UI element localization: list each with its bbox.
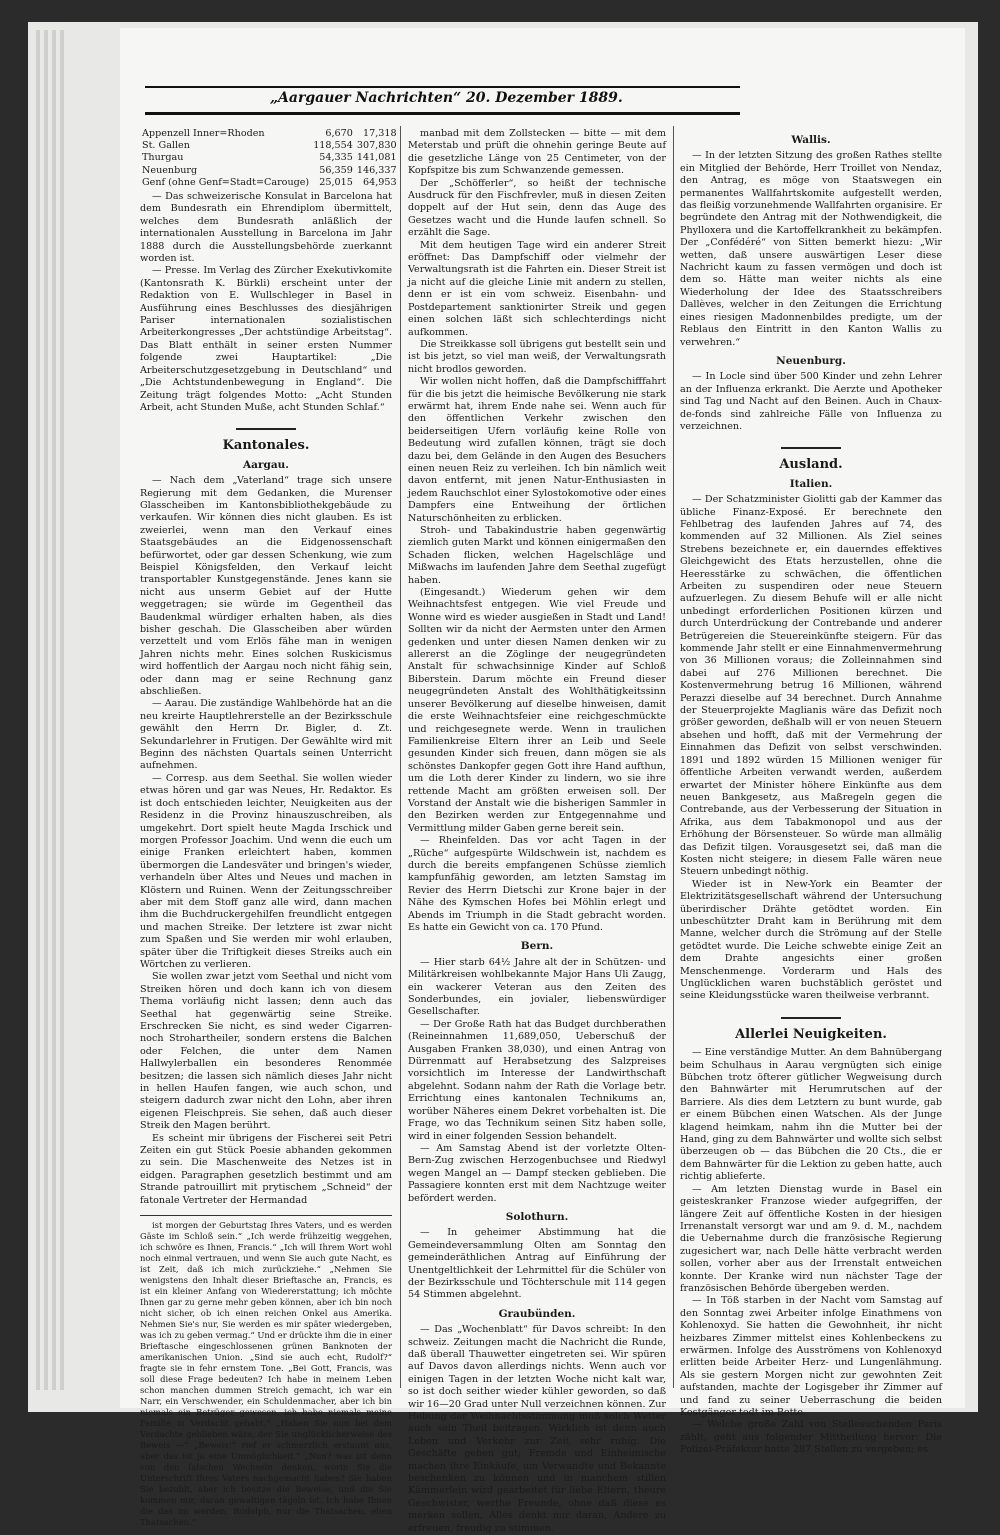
article-paragraph: — Rheinfelden. Das vor acht Tagen in der „Rüche“ aufgespürte Wildschwein ist, nachdem es durch die bereits empfangenen Schüsse ziemlich kampfunfähig geworden, am letzten Samstag im Revier des Herrn Dietschi zur Krone bajer in der Nähe des Kymschen Hofes bei Möhlin erlegt und Abends im Triumph in die Stadt gebracht worden. Es hatte ein Gewicht von ca. 170 Pfund. [408,835,666,933]
column-divider [400,126,401,1388]
article-paragraph: — In der letzten Sitzung des großen Rathes stellte ein Mitglied der Behörde, Herr Troillet von Nendaz, den Antrag, es möge von Staatswegen ein permanentes Wallfahrtskomite aufgestellt werden, das fleißig vorzunehmende Wallfahrten organisire. Er begründete den Antrag mit der Nothwendigkeit, die Phylloxera und die Kartoffelkrankheit zu bekämpfen. Der „Confédéré“ von Sitten bemerkt hiezu: „Wir wetten, daß unsere auswärtigen Leser diese Nachricht kaum zu fassen vermögen und doch ist dem so. Hätte man weiter nichts als eine Wiederholung der Idee des Staatsschreibers Dallèves, welcher in den Zeitungen die Errichtung eines riesigen Madonnenbildes predigte, um der Reblaus den Eintritt in den Kanton Wallis zu verwehren.“ [680,150,942,348]
article-paragraph: Stroh- und Tabakindustrie haben gegenwärtig ziemlich guten Markt und können einigermaßen den Schaden flicken, welchen Hagelschläge und Mißwachs im laufenden Jahre dem Seethal zugefügt haben. [408,525,666,586]
page-edge [44,30,48,1390]
subsection-heading: Bern. [520,940,554,953]
header-rule-bottom [145,112,740,115]
column-3 [680,128,942,1456]
table-row: Neuenburg 56,359 146,337 [142,164,397,176]
subsection-heading: Italien. [789,477,833,490]
article-paragraph: — Das „Wochenblatt“ für Davos schreibt: In den schweiz. Zeitungen macht die Nachricht die Runde, daß überall Thauwetter eingetreten sei. Wir spüren auf Davos davon allerdings nichts. Wenn auch vor einigen Tagen in der letzten Woche nicht kalt war, so ist doch seither wieder kühler geworden, so daß wir 16—20 Grad unter Null verzeichnen können. Zur Hebung der Weihnachtsstimmung muß solch Wetter auch sein Theil beitragen. Wirklich ist denn auch Leben und Verkehr zur Zeit sehr ruhig. Die Geschäfte gehen gut; Fremde und Einheimische machen ihre Einkäufe, um Verwandte und Bekannte beschenken zu können und in manchem stillen Kämmerlein wird gearbeitet für liebe Eltern, theure Geschwister, werthe Freunde, ohne daß diese es merken sollen, Alles denkt nur daran, Andere zu erfreuen, freudig zu stimmen. [408,1324,666,1534]
article-paragraph: Sie wollen zwar jetzt vom Seethal und nicht vom Streiken hören und doch kann ich von diesem Thema vorläufig nicht lassen; denn auch das Seethal hat gegenwärtig seine Streike. Erschrecken Sie nicht, es sind weder Cigarren- noch Strohartheiler, sondern erstens die Balchen oder Felchen, die unter dem Namen Hallwylerballen ein besonderes Renommée besitzen; die lassen sich nämlich dieses Jahr nicht in hellen Haufen fangen, wie auch schon, und steigern dadurch zwar nicht den Lohn, aber ihren eigenen Fleischpreis. Sie sehen, daß auch dieser Streik den Magen berührt. [140,971,392,1132]
article-paragraph: — Eine verständige Mutter. An dem Bahnübergang beim Schulhaus in Aarau vergnügten sich einige Bübchen trotz öfterer gütlicher Wegweisung durch den Bahnwärter mit Herumrutschen auf der Barriere. Als dies dem Letztern zu bunt wurde, gab er einem Bübchen einen Watschen. Als der Junge klagend heimkam, nahm ihn die Mutter bei der Hand, ging zu dem Bahnwärter und wollte sich selbst überzeugen ob — das Bübchen die 20 Cts., die er dem Bahnwärter für die Lektion zu geben hatte, auch richtig ablieferte. [680,1047,942,1183]
article-paragraph: Der „Schöfferler“, so heißt der technische Ausdruck für den Fischfrevler, muß in diesen Zeiten doppelt auf der Hut sein, denn das Auge des Gesetzes wacht und die Hunde laufen schnell. So erzählt die Sage. [408,177,666,239]
table-row: Genf (ohne Genf=Stadt=Carouge) 25,015 64,953 [142,176,397,188]
newspaper-page [120,28,965,1534]
subsection-heading: Aargau. [243,458,289,471]
page-edge [60,30,64,1390]
section-rule [781,447,841,449]
article-paragraph: (Eingesandt.) Wiederum gehen wir dem Weihnachtsfest entgegen. Wie viel Freude und Wonne wird es wieder ausgießen in Stadt und Land! Sollten wir da nicht der Aermsten unter den Armen gedenken und unter diesen Namen denken wir zu allererst an die Zöglinge der neugegründeten Anstalt für schwachsinnige Kinder auf Schloß Biberstein. Darum möchte ein Freund dieser neugegründeten Anstalt des Wohlthätigkeitssinn unserer Bevölkerung auf dieselbe hinweisen, damit die erste Weihnachtsfeier eine reichgeschmückte und reichgesegnete werde. Wenn in traulichen Familienkreise Eltern ihrer an Leib und Seele gesunden Kinder sich freuen, dann mögen sie als schönstes Dankopfer gegen Gott ihre Hand aufthun, um die Loth derer Kinder zu lindern, wo sie ihre rettende Macht am größten erweisen soll. Der Vorstand der Anstalt wie die bisherigen Sammler in den Bezirken werden zur Entgegennahme und Vermittlung milder Gaben gerne bereit sein. [408,587,666,834]
article-paragraph: — Welche große Zahl von Stellesuchenden Paris zählt, geht aus folgender Mittheilung hervor: Die Polizei-Präfektur hatte 287 Stellen zu vergeben; es [680,1419,942,1456]
column-2 [408,128,666,1534]
column-1 [140,128,397,1528]
subsection-heading: Wallis. [791,134,831,146]
article-paragraph: — Hier starb 64½ Jahre alt der in Schützen- und Militärkreisen wohlbekannte Major Hans Uli Zaugg, ein wackerer Veteran aus den Zeiten des Sonderbundes, ein jovialer, liebenswürdiger Gesellschafter. [408,956,666,1018]
article-paragraph: Wieder ist in New-York ein Beamter der Elektrizitätsgesellschaft während der Untersuchung überirdischer Drähte getödtet worden. Ein unbeschützter Draht kam in Berührung mit dem Manne, welcher durch die Strömung auf der Stelle getödtet wurde. Die Leiche schwebte einige Zeit an dem Drahte angesichts einer großen Menschenmenge. Vorderarm und Hals des Unglücklichen waren buchstäblich geröstet und seine Kleidungsstücke waren theilweise verbrannt. [680,878,942,1002]
article-paragraph: — Am Samstag Abend ist der vorletzte Olten-Bern-Zug zwischen Herzogenbuchsee und Riedwyl wegen Mangel an — Dampf stecken geblieben. Die Passagiere konnten erst mit dem Nachtzuge weiter befördert werden. [408,1142,666,1204]
article-paragraph: — In Locle sind über 500 Kinder und zehn Lehrer an der Influenza erkrankt. Die Aerzte und Apotheker sind Tag und Nacht auf den Beinen. Auch in Chaux-de-fonds sind zahlreiche Fälle von Influenza zu verzeichnen. [680,371,942,432]
section-rule [236,428,296,430]
article-paragraph: — Der Schatzminister Giolitti gab der Kammer das übliche Finanz-Exposé. Er berechnete den Fehlbetrag des laufenden Jahres auf 74, des kommenden auf 32 Millionen. Als Ziel seines Strebens bezeichnete er, ein dauerndes effektives Gleichgewicht des Etats herzustellen, ohne die Heeresstärke zu schwächen, die öffentlichen Arbeiten zu suspendiren oder neue Steuern aufzuerlegen. Zu diesem Behufe will er alle nicht unbedingt erforderlichen Positionen kürzen und durch Unterdrückung der Contrebande und anderer Betrügereien die Steuereinkünfte steigern. Für das kommende Jahr stellt er eine Einnahmenvermehrung von 36 Millionen voraus; die Zolleinnahmen sind dabei auf 276 Millionen berechnet. Die Kostenvermehrung betrug 16 Millionen, während Perazzi dieselbe auf 34 berechnet. Durch Annahme der Steuerprojekte Maglianis wäre das Defizit noch größer geworden, deßhalb will er von neuen Steuern absehen und hofft, daß mit der Vermehrung der Einnahmen das Defizit von selbst verschwinden. 1891 und 1892 würden 15 Millionen weniger für öffentliche Arbeiten verwandt werden, außerdem erwartet der Minister höhere Einkünfte aus dem neuen Bankgesetz, aus Maßregeln gegen die Contrebande, aus der Verbesserung der Situation in Afrika, aus dem Tabakmonopol und aus der Erhöhung der Börsensteuer. So würde man allmälig das Defizit tilgen. Vorausgesetzt sei, daß man die Kosten nicht steigere; in diesem Falle wären neue Steuern unbedingt nöthig. [680,494,942,878]
table-row: Appenzell Inner=Rhoden 6,670 17,318 [142,128,397,139]
article-paragraph: — Nach dem „Vaterland“ trage sich unsere Regierung mit dem Gedanken, die Murenser Glasscheiben im Kantonsbibliothekgebäude zu verkaufen. Wir können dies nicht glauben. Es ist zweierlei, wenn man den Verkauf eines Staatsgebäudes an die Eidgenossenschaft befürwortet, oder gar dessen Schenkung, wie zum Beispiel Königsfelden, den Verkauf leicht transportabler Kunstgegenstände. Jenes kann sie nicht aus unserm Gebiet auf der Hutte weggetragen; sie würde im Gegentheil das Baudenkmal würdiger erhalten haben, als dies bisher geschah. Die Glasscheiben aber würden verzettelt und vom Erlös fähe man in wenigen Jahren nichts mehr. Eines solchen Ruskicismus wird hoffentlich der Aargau noch nicht fähig sein, oder dann mag er seine Rechnung ganz abschließen. [140,475,392,698]
article-paragraph: Wir wollen nicht hoffen, daß die Dampfschifffahrt für die bis jetzt die heimische Bevölkerung nie stark erwärmt hat, ihrem Ende nahe sei. Wenn auch für den öffentlichen Verkehr zwischen den beiderseitigen Ufern vorläufig keine Rolle von Bedeutung wird zufallen können, trägt sie doch dazu bei, dem Gelände in den Augen des Besuchers einen neuen Reiz zu verleihen. Ich bin nämlich weit davon entfernt, mit jenen Natur-Enthusiasten in jedem Rauchschlot einer Sylostokomotive oder eines Dampfers eine Entweihung der örtlichen Naturschönheiten zu erblicken. [408,376,666,524]
subsection-heading: Neuenburg. [776,354,846,367]
feuilleton-text: ist morgen der Geburtstag Ihres Vaters, und es werden Gäste im Schloß sein.“ „Ich werde frühzeitig weggehen, ich schwöre es Ihnen, Francis.“ „Ich will Ihrem Wort wohl noch einmal vertrauen, und wenn Sie auch gute Nacht, es ist Zeit, daß ich mich zurückziehe.“ „Nehmen Sie wenigstens den Inhalt dieser Brieftasche an, Francis, es ist ein kleiner Anfang von Wiedererstattung; ich möchte Ihnen gar zu gerne mehr geben können, aber ich bin noch nicht sicher, ob ich einen reichen Onkel aus Amerika. Nehmen Sie's nur, Sie werden es mir später wiedergeben, was ich zu geben vermag.“ Und er drückte ihm die in einer Brieftasche eingeschlossenen grünen Banknoten der amerikanischen Union. „Sind sie auch echt, Rudolf?“ fragte sie in fehr ernstem Tone. „Bei Gott, Francis, was soll diese Frage bedeuten? Ich habe in meinem Leben schon manchen dummen Streich gemacht, ich war ein Narr, ein Verschwender, ein Schuldenmacher, aber ich bin niemals ein Betrüger gewesen, ich habe niemals meine Familie in Verdacht gehabt.“ „Haben Sie nun bei dem Verdachte geblieben wäre, der Sie unglücklicherweise des Beweis —“ „Beweis!“ rief er schmerzlich erstaunt aus, aber das ist ja eine Unmöglichkeit.“ „Nun? was ist denn von den falschen Wechseln denken, worin Sie die Unterschrift Ihres Vaters nachgemacht haben? Sie haben Sie bezahlt, aber ich besitze die Beweise, und die Sie kommen mir, daran gewaltigen tägeln ist. Ich habe Ihnen die das im werden, Rudolph, nur die Thatsachen, eben Thatsachen.“ [140,1220,392,1528]
article-paragraph: — Aarau. Die zuständige Wahlbehörde hat an die neu kreirte Hauptlehrerstelle an der Bezirksschule gewählt den Herrn Dr. Bigler, d. Zt. Sekundarlehrer in Frutigen. Der Gewählte wird mit Beginn des nächsten Quartals seinen Unterricht aufnehmen. [140,698,392,772]
feuilleton-rule [140,1215,392,1216]
page-edge [36,30,40,1390]
section-heading: Allerlei Neuigkeiten. [735,1026,887,1042]
section-heading: Kantonales. [222,438,310,454]
table-row: St. Gallen 118,554 307,830 [142,140,397,152]
population-table [140,128,399,189]
article-paragraph: — Am letzten Dienstag wurde in Basel ein geisteskranker Franzose wieder aufgegriffen, der längere Zeit auf öffentliche Kosten in der hiesigen Irrenanstalt versorgt war und am 9. d. M., nachdem die Uebernahme durch die französische Regierung zugesichert war, nach Delle hätte verbracht werden sollen, vorher aber aus der Irrenstalt entweichen konnte. Der Kranke wird nun nächster Tage der französischen Behörde übergeben werden. [680,1183,942,1294]
article-paragraph: Die Streikkasse soll übrigens gut bestellt sein und ist bis jetzt, so viel man weiß, der Verwaltungsrath nicht brodlos geworden. [408,338,666,375]
article-paragraph: Mit dem heutigen Tage wird ein anderer Streit eröffnet: Das Dampfschiff oder vielmehr der Verwaltungsrath ist die Fahrten ein. Dieser Streit ist ja nicht auf die gleiche Linie mit andern zu stellen, denn er ist ein vom schweiz. Eisenbahn- und Postdepartement sanktionirter Streik und gegen einen solchen läßt sich schlechterdings nicht aufkommen. [408,239,666,338]
page-header: „Aargauer Nachrichten“ 20. Dezember 1889. [270,90,623,106]
article-paragraph: — Das schweizerische Konsulat in Barcelona hat dem Bundesrath ein Ehrendiplom übermittelt, welches dem Bundesrath anläßlich der internationalen Ausstellung in Barcelona im Jahr 1888 durch die Ausstellungsbehörde zuerkannt worden ist. [140,191,392,265]
article-paragraph: manbad mit dem Zollstecken — bitte — mit dem Meterstab und prüft die ohnehin geringe Beute auf die gesetzliche Länge von 25 Centimeter, von der Kopfspitze bis zum Schwanzende gemessen. [408,128,666,177]
article-paragraph: — Corresp. aus dem Seethal. Sie wollen wieder etwas hören und gar was Neues, Hr. Redaktor. Es ist doch entschieden leichter, Neuigkeiten aus der Residenz in die Provinz hinauszuschreiben, als umgekehrt. Dort spielt heute Magda Irschick und morgen Professor Joachim. Und wenn die euch um einige Franken erleichtert haben, kommen übermorgen die Landesväter und bringen's wieder, verhandeln über Altes und Neues und machen in Klöstern und Ruinen. Wenn der Zeitungsschreiber aber mit dem Stoff ganz alle wird, dann machen ihm die Buchdruckergehilfen freundlicht entgegen und machen Streike. Der letztere ist zwar nicht zum Spaßen und Sie werden mir wohl erlauben, später über die Triftigkeit dieses Streiks auch ein Wörtchen zu verlieren. [140,772,392,970]
article-paragraph: — In Töß starben in der Nacht vom Samstag auf den Sonntag zwei Arbeiter infolge Einathmens von Kohlenoxyd. Sie hatten die Gewohnheit, ihr nicht heizbares Zimmer mittelst eines Kohlenbeckens zu erwärmen. Infolge des Ausströmens von Kohlenoxyd erlitten beide Arbeiter Herz- und Lungenlähmung. Als sie gestern Morgen nicht zur gewohnten Zeit aufstanden, machte der Logisgeber ihr Zimmer auf und fand zu seiner Ueberraschung die beiden Kostgänger todt im Bette. [680,1295,942,1418]
column-divider [673,126,674,1388]
subsection-heading: Graubünden. [498,1307,576,1320]
section-rule [781,1017,841,1019]
section-heading: Ausland. [779,457,843,473]
header-rule-top [145,86,740,88]
table-row: Thurgau 54,335 141,081 [142,152,397,164]
article-paragraph: Es scheint mir übrigens der Fischerei seit Petri Zeiten ein gut Stück Poesie abhanden gekommen zu sein. Die Maschenweite des Netzes ist in eidgen. Paragraphen gesetzlich bestimmt und am Strande patrouillirt mit prytischem „Schneid“ der fatonale Vertreter der Hermandad [140,1132,392,1206]
subsection-heading: Solothurn. [505,1210,569,1223]
article-paragraph: — Der Große Rath hat das Budget durchberathen (Reineinnahmen 11,689,050, Ueberschuß der Ausgaben Franken 38,030), und einen Antrag von Dürrenmatt auf Herabsetzung des Salzpreises vorsichtlich im Interesse der Landwirthschaft abgelehnt. Sodann nahm der Rath die Vorlage betr. Errichtung eines kantonalen Technikums an, worüber Näheres einem Dekret vorbehalten ist. Die Frage, wo das Technikum seinen Sitz haben solle, wird in einer folgenden Session behandelt. [408,1018,666,1142]
article-paragraph: — In geheimer Abstimmung hat die Gemeindeversammlung Olten am Sonntag den gemeinderäthlichen Antrag auf Einführung der Unentgeltlichkeit der Lehrmittel für die Schüler von der Bezirksschule und Töchterschule mit 114 gegen 54 Stimmen abgelehnt. [408,1227,666,1301]
page-edge [52,30,56,1390]
article-paragraph: — Presse. Im Verlag des Zürcher Exekutivkomite (Kantonsrath K. Bürkli) erscheint unter der Redaktion von E. Wullschleger in Basel in Ausführung eines Beschlusses des diesjährigen Pariser internationalen sozialistischen Arbeiterkongresses „Der achtstündige Arbeitstag“. Das Blatt enthält in seiner ersten Nummer folgende zwei Hauptartikel: „Die Arbeiterschutzgesetzgebung in Deutschland“ und „Die Achtstundenbewegung in England“. Die Zeitung trägt folgendes Motto: „Acht Stunden Arbeit, acht Stunden Muße, acht Stunden Schlaf.“ [140,265,392,413]
